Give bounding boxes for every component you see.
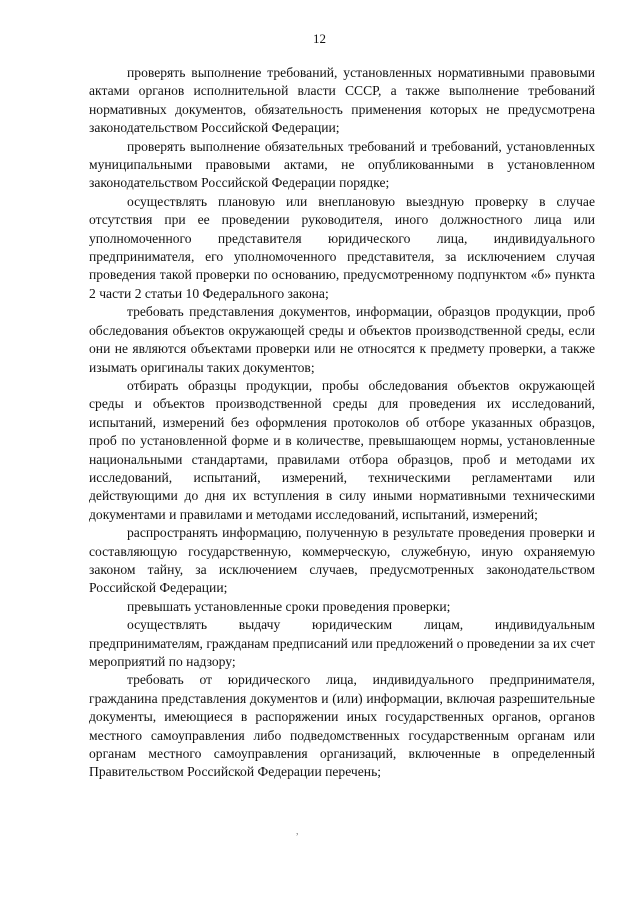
stray-mark: , <box>296 826 299 837</box>
paragraph: распространять информацию, полученную в результате проведения проверки и составляющую государственную, коммерческую, служебную, иную охраняемую законом тайну, за исключением случаев, предусмотренных законодательством Российской Федерации; <box>89 525 595 596</box>
paragraph: превышать установленные сроки проведения проверки; <box>127 598 451 614</box>
paragraph: требовать представления документов, информации, образцов продукции, проб обследования объектов окружающей среды и объектов производственной среды, если они не являются объектами проверки или не относятся к предмету проверки, а также изымать оригиналы таких документов; <box>89 304 595 375</box>
paragraph: проверять выполнение обязательных требований и требований, установленных муниципальными правовыми актами, не опубликованными в установленном законодательством Российской Федерации порядке; <box>89 138 595 191</box>
paragraph: осуществлять плановую или внеплановую выездную проверку в случае отсутствия при ее проведении руководителя, иного должностного лица или уполномоченного представителя юридического лица, индивидуального предпринимателя, его уполномоченного представителя, за исключением случая проведения такой проверки по основанию, предусмотренному подпунктом «б» пункта 2 части 2 статьи 10 Федерального закона; <box>89 193 595 301</box>
paragraph: отбирать образцы продукции, пробы обследования объектов окружающей среды и объектов производственной среды для проведения их исследований, испытаний, измерений без оформления протоколов об отборе указанных образцов, проб по установленной форме и в количестве, превышающем нормы, установленные национальными стандартами, правилами отбора образцов, проб и методами их исследований, испытаний, измерений, техническими регламентами или действующими до дня их вступления в силу иными нормативными техническими документами и правилами и методами исследований, испытаний, измерений; <box>89 377 595 522</box>
paragraph: требовать от юридического лица, индивидуального предпринимателя, гражданина представления документов и (или) информации, включая разрешительные документы, имеющиеся в распоряжении иных государственных органов, органов местного самоуправления либо подведомственных государственным органам или органам местного самоуправления организаций, включенные в определенный Правительством Российской Федерации перечень; <box>89 672 595 780</box>
body-text <box>89 64 595 782</box>
page-number: 12 <box>313 31 326 46</box>
paragraph: осуществлять выдачу юридическим лицам, индивидуальным предпринимателям, гражданам предписаний или предложений о проведении за их счет мероприятий по надзору; <box>89 617 595 669</box>
paragraph: проверять выполнение требований, установленных нормативными правовыми актами органов исполнительной власти СССР, а также выполнение требований нормативных документов, обязательность применения которых не предусмотрена законодательством Российской Федерации; <box>89 65 595 136</box>
